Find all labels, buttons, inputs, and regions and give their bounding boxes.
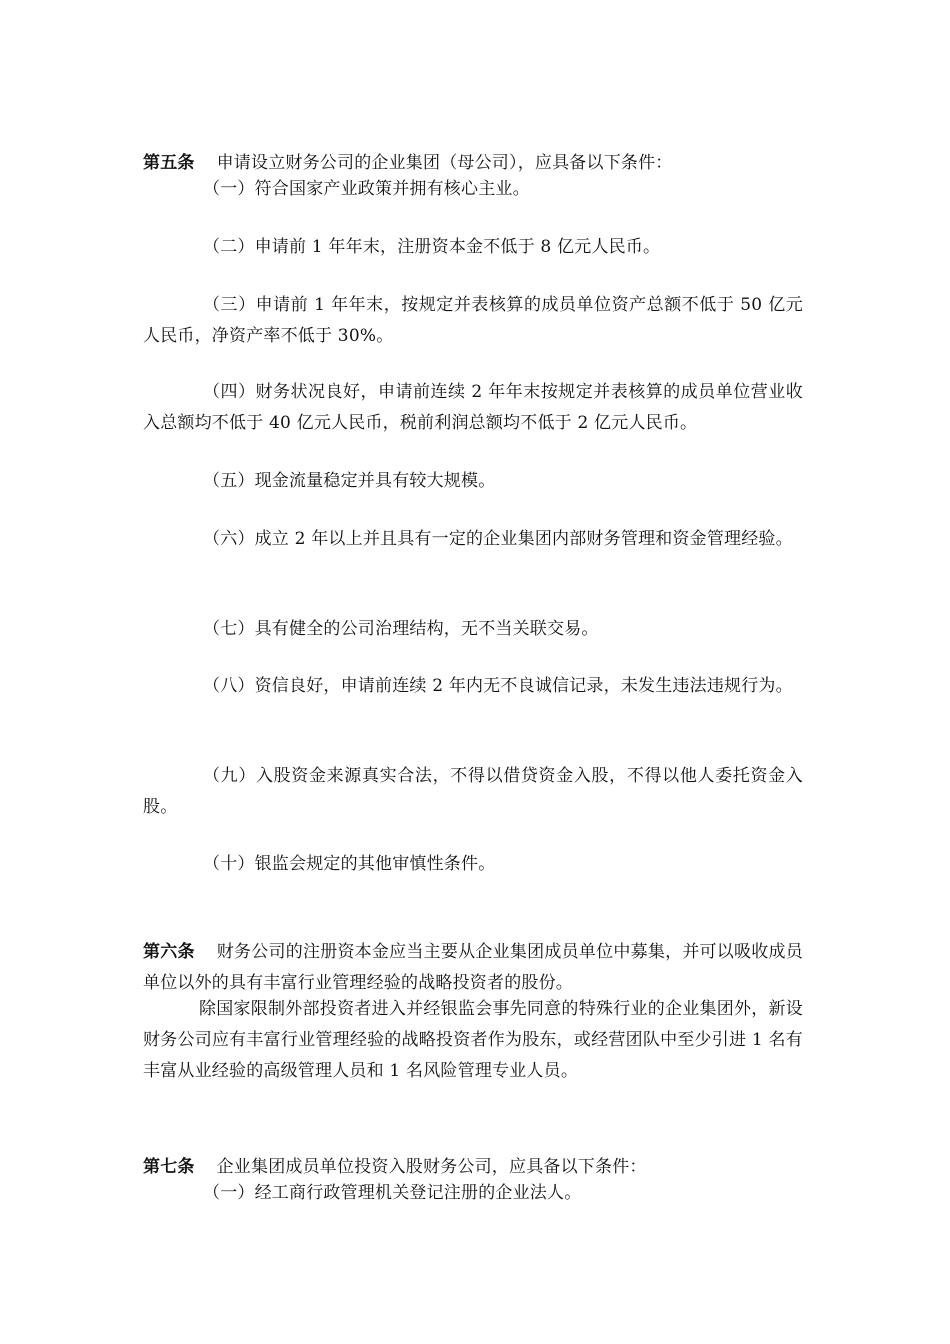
article-5-item-2: （二）申请前 1 年年末，注册资本金不低于 8 亿元人民币。 (203, 237, 661, 257)
article-6-paragraph (143, 906, 803, 999)
article-5-item-10: （十）银监会规定的其他审慎性条件。 (203, 854, 496, 874)
article-5-item-5: （五）现金流量稳定并具有较大规模。 (203, 471, 496, 491)
article-6-heading: 第六条 (143, 942, 195, 962)
article-5-text: 申请设立财务公司的企业集团（母公司），应具备以下条件： (216, 153, 673, 173)
article-7-paragraph (143, 1121, 803, 1183)
article-7-item-1: （一）经工商行政管理机关登记注册的企业法人。 (203, 1183, 582, 1203)
article-5-item-1: （一）符合国家产业政策并拥有核心主业。 (203, 179, 530, 199)
article-7-heading: 第七条 (143, 1157, 195, 1177)
article-6-text: 财务公司的注册资本金应当主要从企业集团成员单位中募集，并可以吸收成员单位以外的具有丰富行业管理经验的战略投资者的股份。 (143, 942, 803, 993)
article-5-heading: 第五条 (143, 153, 195, 173)
article-5-item-8: （八）资信良好，申请前连续 2 年内无不良诚信记录，未发生违法违规行为。 (203, 676, 793, 696)
article-5-item-3: （三）申请前 1 年年末，按规定并表核算的成员单位资产总额不低于 50 亿元人民币，净资产率不低于 30%。 (143, 295, 803, 346)
article-5-item-9: （九）入股资金来源真实合法，不得以借贷资金入股，不得以他人委托资金入股。 (143, 766, 803, 817)
article-5-item-4: （四）财务状况良好，申请前连续 2 年年末按规定并表核算的成员单位营业收入总额均不低于 40 亿元人民币，税前利润总额均不低于 2 亿元人民币。 (143, 382, 803, 433)
article-5-item-7: （七）具有健全的公司治理结构，无不当关联交易。 (203, 619, 599, 639)
article-5-item-6: （六）成立 2 年以上并且具有一定的企业集团内部财务管理和资金管理经验。 (203, 529, 793, 549)
article-5-paragraph (143, 117, 803, 179)
article-7-text: 企业集团成员单位投资入股财务公司，应具备以下条件： (216, 1157, 647, 1177)
article-6-second-paragraph: 除国家限制外部投资者进入并经银监会事先同意的特殊行业的企业集团外，新设财务公司应有丰富行业管理经验的战略投资者作为股东，或经营团队中至少引进 1 名有丰富从业经验的高级管理人员和 1 名风险管理专业人员。 (143, 999, 803, 1081)
